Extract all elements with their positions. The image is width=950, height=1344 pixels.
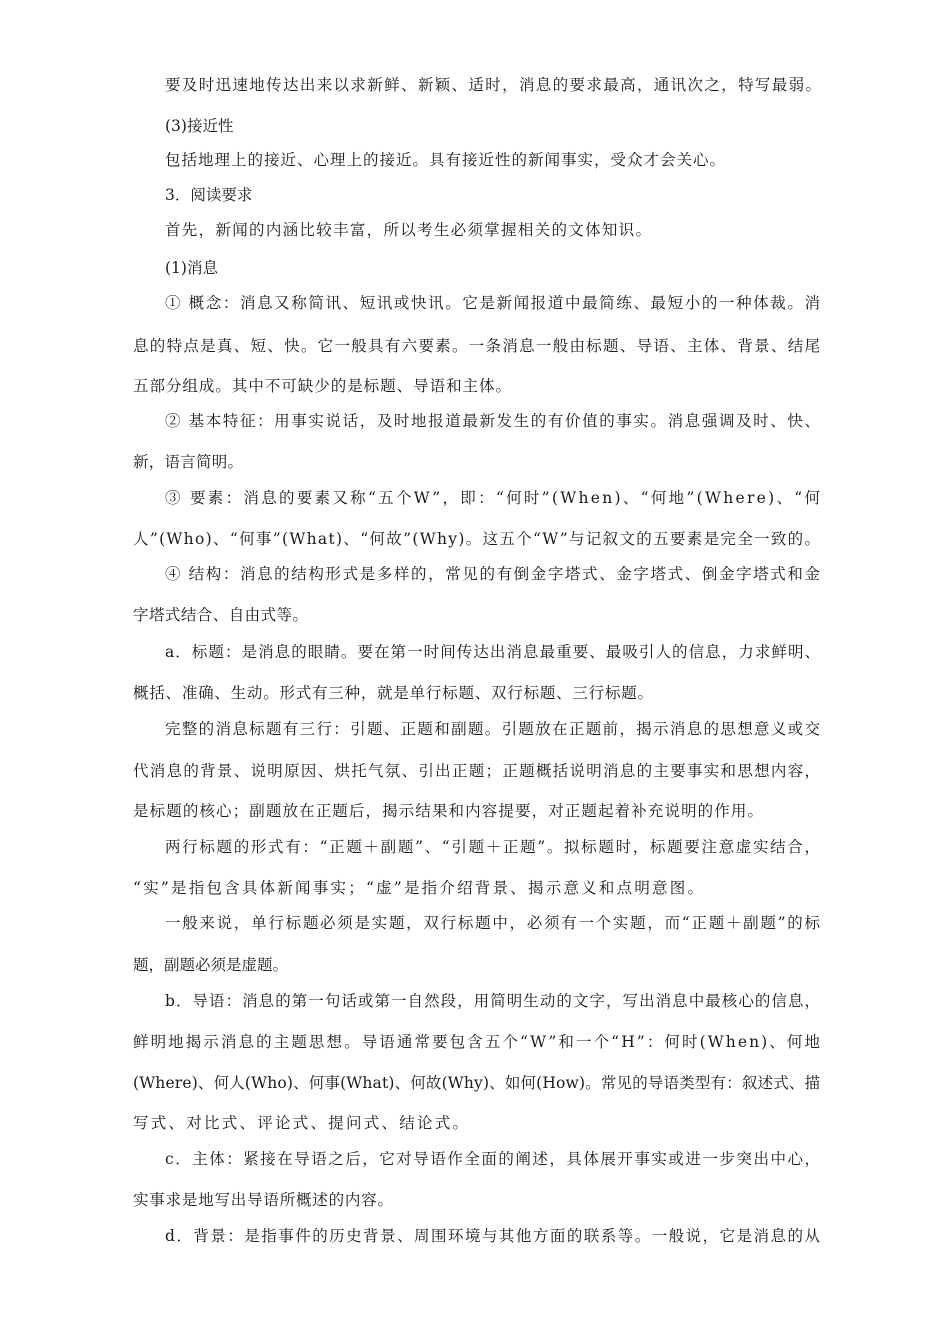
text-line: 代消息的背景、说明原因、烘托气氛、引出正题；正题概括说明消息的主要事实和思想内容， xyxy=(133,762,822,780)
text-line: ① 概念：消息又称简讯、短讯或快讯。它是新闻报道中最简练、最短小的一种体裁。消 xyxy=(165,294,822,312)
text-line: 要及时迅速地传达出来以求新鲜、新颖、适时，消息的要求最高，通讯次之，特写最弱。 xyxy=(165,76,823,94)
text-line: 实事求是地写出导语所概述的内容。 xyxy=(133,1191,394,1209)
section-heading: 3．阅读要求 xyxy=(165,186,253,204)
text-line: 鲜明地揭示消息的主题思想。导语通常要包含五个“W”和一个“H”：何时(When)、何地 xyxy=(133,1033,823,1051)
text-line: (Where)、何人(Who)、何事(What)、何故(Why)、如何(How)。常见的导语类型有：叙述式、描 xyxy=(133,1074,821,1092)
text-line: 息的特点是真、短、快。它一般具有六要素。一条消息一般由标题、导语、主体、背景、结尾 xyxy=(133,337,822,355)
text-line: “实”是指包含具体新闻事实；“虚”是指介绍背景、揭示意义和点明意图。 xyxy=(133,879,706,897)
text-line: 两行标题的形式有：“正题＋副题”、“引题＋正题”。拟标题时，标题要注意虚实结合， xyxy=(165,838,822,856)
text-line: a．标题：是消息的眼睛。要在第一时间传达出消息最重要、最吸引人的信息，力求鲜明、 xyxy=(165,643,822,661)
text-line: 写式、对比式、评论式、提问式、结论式。 xyxy=(133,1114,471,1132)
text-line: 是标题的核心；副题放在正题后，揭示结果和内容提要，对正题起着补充说明的作用。 xyxy=(133,802,765,820)
text-line: d．背景：是指事件的历史背景、周围环境与其他方面的联系等。一般说，它是消息的从 xyxy=(165,1227,822,1245)
text-line: 完整的消息标题有三行：引题、正题和副题。引题放在正题前，揭示消息的思想意义或交 xyxy=(165,720,822,738)
subheading: (1)消息 xyxy=(165,259,218,277)
text-line: ④ 结构：消息的结构形式是多样的，常见的有倒金字塔式、金字塔式、倒金字塔式和金 xyxy=(165,565,822,583)
text-line: 题，副题必须是虚题。 xyxy=(133,956,288,974)
text-line: 新，语言简明。 xyxy=(133,453,244,471)
subheading: (3)接近性 xyxy=(165,117,234,135)
text-line: 概括、准确、生动。形式有三种，就是单行标题、双行标题、三行标题。 xyxy=(133,684,654,702)
text-line: ② 基本特征：用事实说话，及时地报道最新发生的有价值的事实。消息强调及时、快、 xyxy=(165,412,822,430)
text-line: ③ 要素：消息的要素又称“五个W”，即：“何时”(When)、“何地”(Where)、“何 xyxy=(165,489,823,507)
text-line: c．主体：紧接在导语之后，它对导语作全面的阐述，具体展开事实或进一步突出中心， xyxy=(165,1150,822,1168)
text-line: 首先，新闻的内涵比较丰富，所以考生必须掌握相关的文体知识。 xyxy=(165,221,653,239)
text-line: 包括地理上的接近、心理上的接近。具有接近性的新闻事实，受众才会关心。 xyxy=(165,151,727,169)
text-line: b．导语：消息的第一句话或第一自然段，用简明生动的文字，写出消息中最核心的信息， xyxy=(165,992,822,1010)
text-line: 人”(Who)、“何事”(What)、“何故”(Why)。这五个“W”与记叙文的五要素是完全一致的。 xyxy=(133,530,822,548)
text-line: 一般来说，单行标题必须是实题，双行标题中，必须有一个实题，而“正题＋副题”的标 xyxy=(165,914,822,932)
text-line: 五部分组成。其中不可缺少的是标题、导语和主体。 xyxy=(133,377,512,395)
text-line: 字塔式结合、自由式等。 xyxy=(133,606,309,624)
